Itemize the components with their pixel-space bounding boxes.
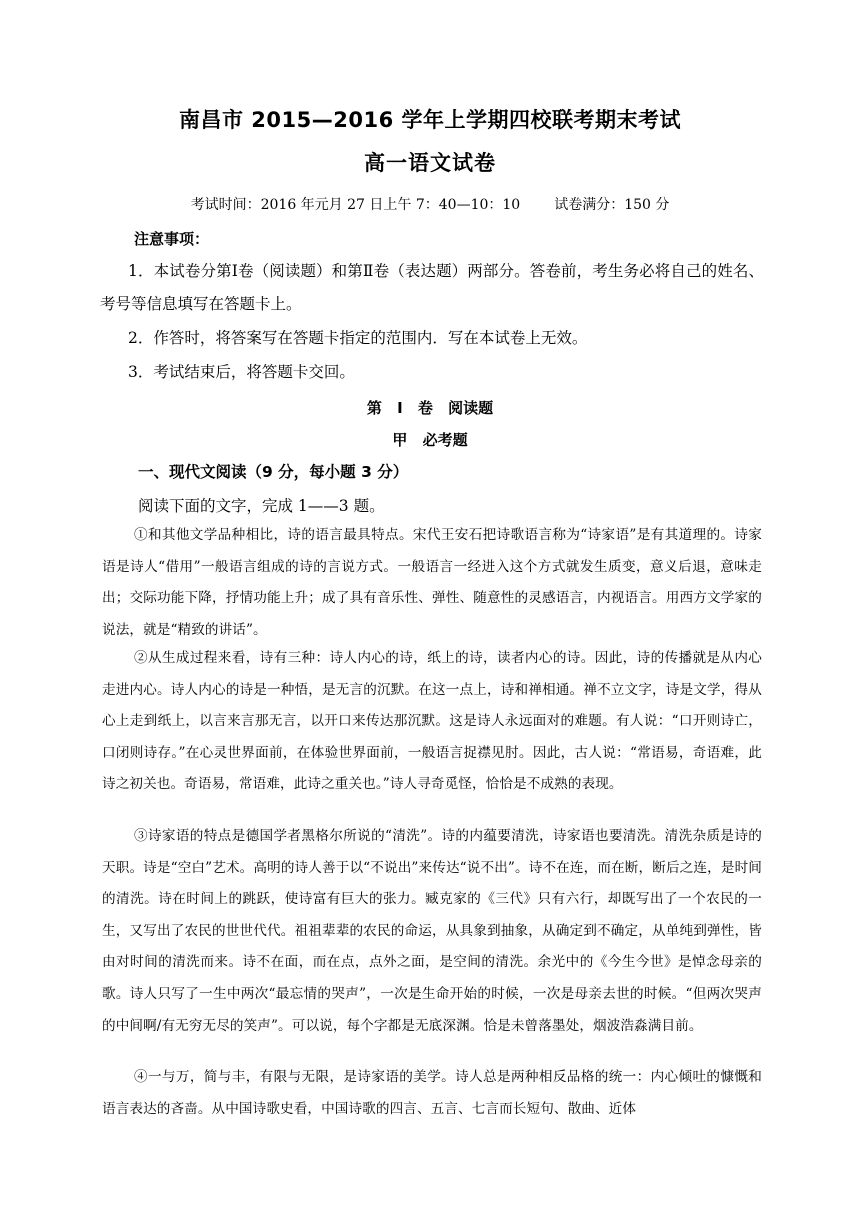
question-heading: 一、现代文阅读（9 分，每小题 3 分） — [138, 463, 409, 481]
exam-meta — [0, 194, 860, 214]
full-score: 试卷满分：150 分 — [554, 197, 670, 213]
question-instruction: 阅读下面的文字，完成 1——3 题。 — [138, 497, 385, 515]
notice-item: 1．本试卷分第Ⅰ卷（阅读题）和第Ⅱ卷（表达题）两部分。答卷前，考生务必将自己的姓名、考号等信息填写在答题卡上。 — [100, 262, 764, 313]
notice-item: 3．考试结束后，将答题卡交回。 — [128, 363, 355, 381]
notice-title: 注意事项： — [134, 230, 210, 248]
notice-item: 2．作答时，将答案写在答题卡指定的范围内．写在本试卷上无效。 — [128, 329, 588, 347]
passage-paragraph: ②从生成过程来看，诗有三种：诗人内心的诗，纸上的诗，读者内心的诗。因此，诗的传播就是从内心走进内心。诗人内心的诗是一种悟，是无言的沉默。在这一点上，诗和禅相通。禅不立文字，诗是文学，得从心上走到纸上，以言来言那无言，以开口来传达那沉默。这是诗人永远面对的难题。有人说：“口开则诗亡，口闭则诗存。”在心灵世界面前，在体验世界面前，一般语言捉襟见肘。因此，古人说：“常语易，奇语难，此诗之初关也。奇语易，常语难，此诗之重关也。”诗人寻奇觅怪，恰恰是不成熟的表现。 — [102, 650, 762, 793]
passage-paragraph: ③诗家语的特点是德国学者黑格尔所说的“清洗”。诗的内蕴要清洗，诗家语也要清洗。清洗杂质是诗的天职。诗是“空白”艺术。高明的诗人善于以“不说出”来传达“说不出”。诗不在连，而在断，断后之连，是时间的清洗。诗在时间上的跳跃，使诗富有巨大的张力。臧克家的《三代》只有六行，却既写出了一个农民的一生，又写出了农民的世世代代。祖祖辈辈的农民的命运，从具象到抽象，从确定到不确定，从单纯到弹性，皆由对时间的清洗而来。诗不在面，而在点，点外之面，是空间的清洗。余光中的《今生今世》是悼念母亲的歌。诗人只写了一生中两次“最忘情的哭声”，一次是生命开始的时候，一次是母亲去世的时候。“但两次哭声的中间啊/有无穷无尽的笑声”。可以说，每个字都是无底深渊。恰是未曾落墨处，烟波浩淼满目前。 — [102, 828, 762, 1034]
exam-time: 考试时间：2016 年元月 27 日上午 7：40—10：10 — [190, 197, 521, 213]
volume-title: 第 I 卷 阅读题 — [366, 399, 494, 417]
exam-title: 南昌市 2015—2016 学年上学期四校联考期末考试 — [178, 108, 681, 132]
passage-paragraph: ④一与万，简与丰，有限与无限，是诗家语的美学。诗人总是两种相反品格的统一：内心倾吐的慷慨和语言表达的吝啬。从中国诗歌史看，中国诗歌的四言、五言、七言而长短句、散曲、近体 — [102, 1069, 762, 1117]
passage-paragraph: ①和其他文学品种相比，诗的语言最具特点。宋代王安石把诗歌语言称为“诗家语”是有其道理的。诗家语是诗人“借用”一般语言组成的诗的言说方式。一般语言一经进入这个方式就发生质变，意义后退，意味走出；交际功能下降，抒情功能上升；成了具有音乐性、弹性、随意性的灵感语言，内视语言。用西方文学家的说法，就是“精致的讲话”。 — [102, 527, 762, 638]
exam-subtitle: 高一语文试卷 — [364, 151, 496, 175]
part-title: 甲 必考题 — [392, 431, 468, 449]
